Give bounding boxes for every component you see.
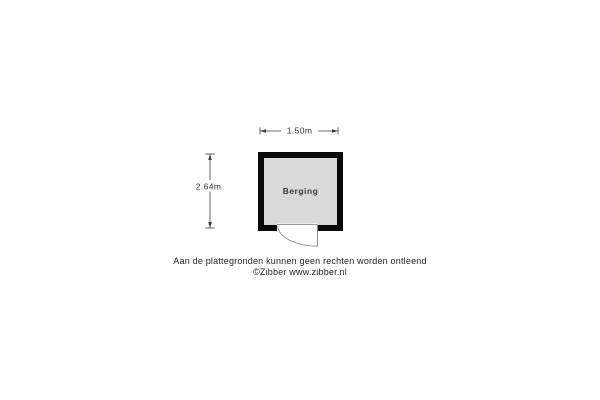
height-dimension-label: 2.64m bbox=[195, 181, 222, 192]
width-dimension-label: 1.50m bbox=[286, 125, 313, 136]
room-label: Berging bbox=[282, 186, 319, 196]
footer bbox=[0, 256, 600, 278]
copyright-text: ©Zibber www.zibber.nl bbox=[253, 267, 347, 277]
disclaimer-text: Aan de plattegronden kunnen geen rechten worden ontleend bbox=[173, 256, 427, 266]
